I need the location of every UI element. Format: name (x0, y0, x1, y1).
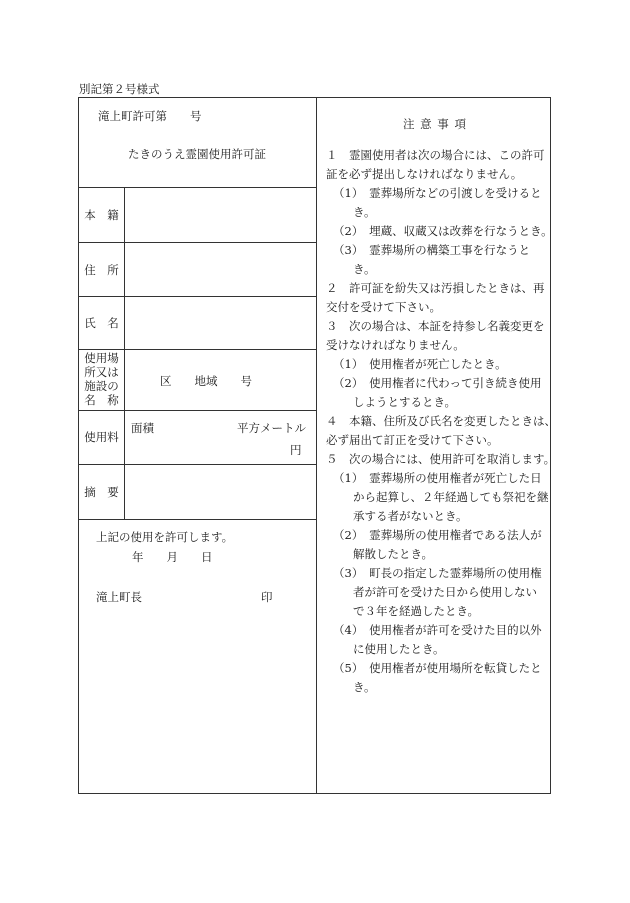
notes-title: 注 意 事 項 (403, 117, 467, 131)
note-line: き。 (353, 205, 376, 219)
note-line: 証を必ず提出しなければなりません。 (326, 167, 523, 181)
row-divider (78, 242, 317, 243)
row-divider (78, 187, 317, 188)
note-line: ４ 本籍、住所及び氏名を変更したときは、 (326, 414, 556, 428)
note-line: 交付を受けて下さい。 (326, 300, 441, 314)
note-line: （2） 埋蔵、収蔵又は改葬を行なうとき。 (333, 224, 553, 238)
note-line: （4） 使用権者が許可を受けた目的以外 (333, 623, 542, 637)
note-line: 承する者がないとき。 (353, 509, 468, 523)
row-divider (78, 519, 317, 520)
label-remarks: 摘 要 (84, 485, 119, 499)
note-line: しようとするとき。 (353, 395, 457, 409)
label-location-line: 所又は (84, 365, 119, 379)
permit-statement: 上記の使用を許可します。 (96, 530, 234, 544)
note-line: から起算し、２年経過しても祭祀を継 (353, 490, 549, 504)
row-divider (78, 410, 317, 411)
note-line: き。 (353, 680, 376, 694)
label-location-line: 名 称 (84, 393, 119, 407)
note-line: ５ 次の場合には、使用許可を取消します。 (326, 452, 556, 466)
row-divider (78, 349, 317, 350)
note-line: で３年を経過したとき。 (353, 604, 480, 618)
label-location-line: 使用場 (84, 351, 119, 365)
row-divider (78, 296, 317, 297)
note-line: （2） 霊葬場所の使用権者である法人が (333, 528, 542, 542)
date-line: 年 月 日 (132, 550, 213, 564)
permit-number-line: 滝上町許可第 号 (98, 109, 202, 123)
seal-mark: 印 (261, 590, 273, 604)
note-line: （3） 町長の指定した霊葬場所の使用権 (333, 566, 542, 580)
label-column-divider (124, 187, 125, 519)
note-line: ２ 許可証を紛失又は汚損したときは、再 (326, 281, 545, 295)
mayor-title: 滝上町長 (96, 590, 142, 604)
note-line: 必ず届出て訂正を受けて下さい。 (326, 433, 499, 447)
note-line: １ 霊園使用者は次の場合には、この許可 (326, 148, 545, 162)
note-line: （1） 霊葬場所の使用権者が死亡した日 (333, 471, 542, 485)
row-divider (78, 464, 317, 465)
square-meter-unit: 平方メートル (237, 421, 306, 435)
note-line: き。 (353, 262, 376, 276)
note-line: （3） 霊葬場所の構築工事を行なうと (333, 243, 531, 257)
label-shimei: 氏 名 (84, 316, 119, 330)
location-value: 区 地域 号 (160, 374, 252, 388)
label-fee: 使用料 (84, 430, 119, 444)
label-honseki: 本 籍 (84, 208, 119, 222)
label-location (79, 351, 124, 407)
label-jusho: 住 所 (84, 263, 119, 277)
area-label: 面積 (131, 421, 154, 435)
note-line: 受けなければなりません。 (326, 338, 465, 352)
column-divider (316, 97, 317, 794)
note-line: ３ 次の場合は、本証を持参し名義変更を (326, 319, 545, 333)
note-line: （1） 霊葬場所などの引渡しを受けると (333, 186, 542, 200)
note-line: に使用したとき。 (353, 642, 445, 656)
form-label: 別記第２号様式 (79, 82, 160, 96)
note-line: （2） 使用権者に代わって引き続き使用 (333, 376, 542, 390)
certificate-title: たきのうえ霊園使用許可証 (128, 147, 266, 161)
note-line: 解散したとき。 (353, 547, 434, 561)
label-location-line: 施設の (84, 379, 119, 393)
note-line: （1） 使用権者が死亡したとき。 (333, 357, 507, 371)
note-line: 者が許可を受けた日から使用しない (353, 585, 537, 599)
note-line: （5） 使用権者が使用場所を転貸したと (333, 661, 542, 675)
yen-unit: 円 (290, 443, 302, 457)
